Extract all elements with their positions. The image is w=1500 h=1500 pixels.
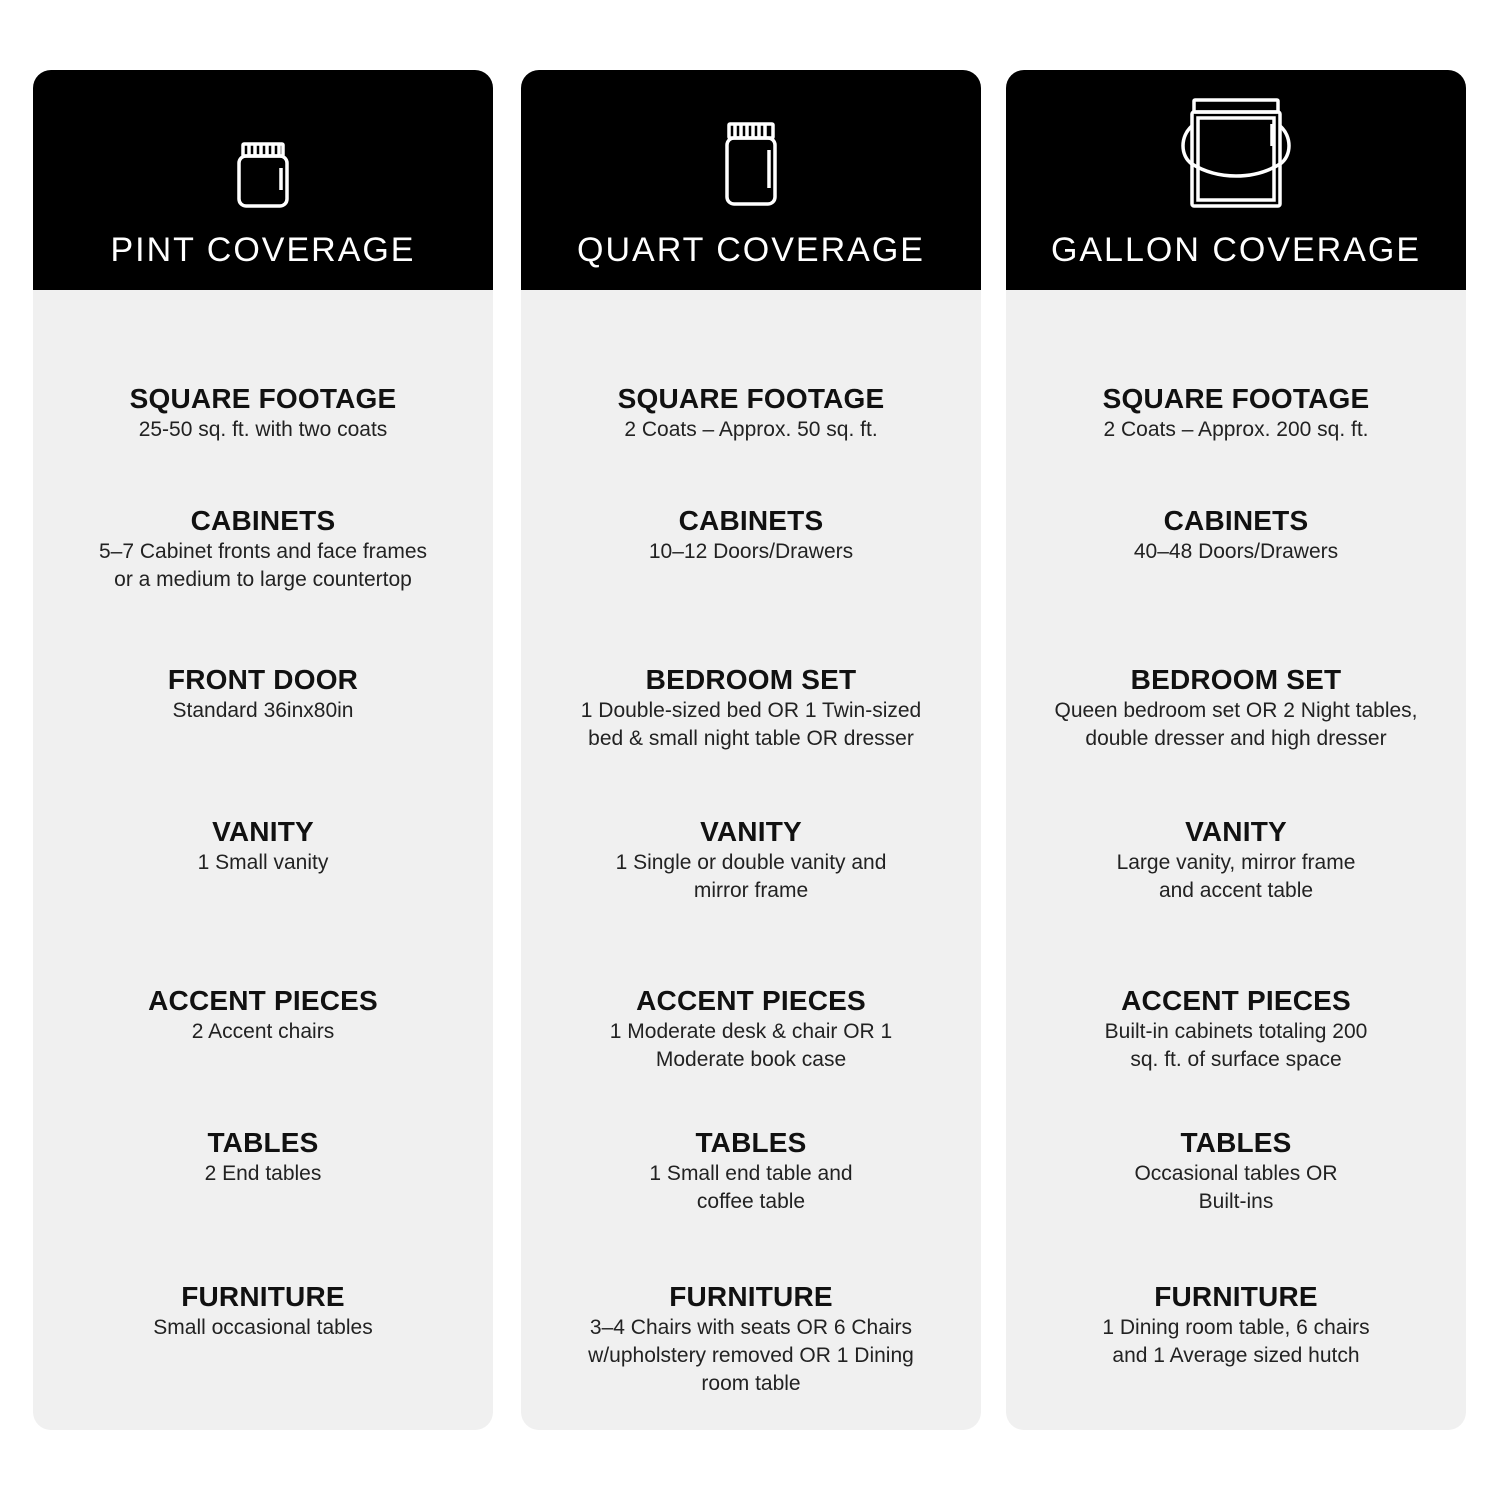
card-title: PINT COVERAGE: [110, 231, 416, 269]
section-square-footage: [1016, 382, 1456, 444]
section-label: CABINETS: [678, 505, 824, 536]
section-label: ACCENT PIECES: [148, 985, 378, 1016]
section-desc: 5–7 Cabinet fronts and face frames or a medium to large countertop: [98, 540, 428, 591]
section-desc: Small occasional tables: [153, 1316, 373, 1339]
section-label: FRONT DOOR: [167, 664, 359, 695]
quart-coverage-card: [521, 70, 981, 1430]
section-furniture: [531, 1280, 971, 1398]
section-vanity: [43, 815, 483, 877]
pint-coverage-card: [33, 70, 493, 1430]
section-label: TABLES: [695, 1127, 807, 1158]
card-title: QUART COVERAGE: [577, 231, 925, 269]
section-label: FURNITURE: [669, 1281, 833, 1312]
section-label: SQUARE FOOTAGE: [617, 383, 885, 414]
section-label: BEDROOM SET: [645, 664, 857, 695]
section-furniture: [43, 1280, 483, 1342]
section-desc: Standard 36inx80in: [172, 699, 354, 722]
section-desc: 1 Single or double vanity and mirror frame: [615, 851, 887, 902]
section-label: TABLES: [1180, 1127, 1292, 1158]
pint-jar-icon: [33, 140, 493, 210]
section-square-footage: [531, 382, 971, 444]
section-bedroom-set: [1016, 663, 1456, 753]
section-label: ACCENT PIECES: [1121, 985, 1351, 1016]
section-desc: 2 Coats – Approx. 50 sq. ft.: [624, 418, 878, 441]
section-tables: [43, 1126, 483, 1188]
section-desc: 1 Dining room table, 6 chairs and 1 Average sized hutch: [1102, 1316, 1370, 1367]
section-label: VANITY: [1185, 816, 1287, 847]
section-desc: Queen bedroom set OR 2 Night tables, double dresser and high dresser: [1054, 699, 1418, 750]
section-accent-pieces: [1016, 984, 1456, 1074]
section-tables: [1016, 1126, 1456, 1216]
section-label: VANITY: [700, 816, 802, 847]
section-furniture: [1016, 1280, 1456, 1370]
section-label: SQUARE FOOTAGE: [129, 383, 397, 414]
section-front-door: [43, 663, 483, 725]
section-label: ACCENT PIECES: [636, 985, 866, 1016]
section-desc: Built-in cabinets totaling 200 sq. ft. of surface space: [1104, 1020, 1368, 1071]
gallon-coverage-card: [1006, 70, 1466, 1430]
section-tables: [531, 1126, 971, 1216]
section-desc: Occasional tables OR Built-ins: [1134, 1162, 1338, 1213]
section-label: FURNITURE: [1154, 1281, 1318, 1312]
section-desc: 1 Small vanity: [197, 851, 329, 874]
section-square-footage: [43, 382, 483, 444]
section-label: VANITY: [212, 816, 314, 847]
section-label: FURNITURE: [181, 1281, 345, 1312]
section-label: SQUARE FOOTAGE: [1102, 383, 1370, 414]
section-desc: 2 Coats – Approx. 200 sq. ft.: [1103, 418, 1369, 441]
section-desc: 25-50 sq. ft. with two coats: [138, 418, 388, 441]
section-desc: 40–48 Doors/Drawers: [1133, 540, 1339, 563]
gallon-bucket-icon: [1006, 96, 1466, 210]
section-desc: 1 Moderate desk & chair OR 1 Moderate book case: [609, 1020, 893, 1071]
section-accent-pieces: [531, 984, 971, 1074]
section-desc: 2 End tables: [204, 1162, 322, 1185]
section-cabinets: [531, 504, 971, 566]
section-label: BEDROOM SET: [1130, 664, 1342, 695]
section-desc: 3–4 Chairs with seats OR 6 Chairs w/upholstery removed OR 1 Dining room table: [588, 1316, 914, 1395]
section-desc: Large vanity, mirror frame and accent table: [1116, 851, 1356, 902]
section-bedroom-set: [531, 663, 971, 753]
section-desc: 10–12 Doors/Drawers: [648, 540, 854, 563]
section-accent-pieces: [43, 984, 483, 1046]
section-cabinets: [43, 504, 483, 594]
card-header: [33, 70, 493, 290]
card-header: [1006, 70, 1466, 290]
section-label: CABINETS: [190, 505, 336, 536]
card-title: GALLON COVERAGE: [1050, 231, 1422, 269]
card-header: [521, 70, 981, 290]
section-cabinets: [1016, 504, 1456, 566]
section-desc: 1 Small end table and coffee table: [649, 1162, 853, 1213]
section-label: CABINETS: [1163, 505, 1309, 536]
section-label: TABLES: [207, 1127, 319, 1158]
quart-can-icon: [521, 120, 981, 210]
section-desc: 2 Accent chairs: [191, 1020, 335, 1043]
section-vanity: [1016, 815, 1456, 905]
section-desc: 1 Double-sized bed OR 1 Twin-sized bed & small night table OR dresser: [580, 699, 922, 750]
section-vanity: [531, 815, 971, 905]
